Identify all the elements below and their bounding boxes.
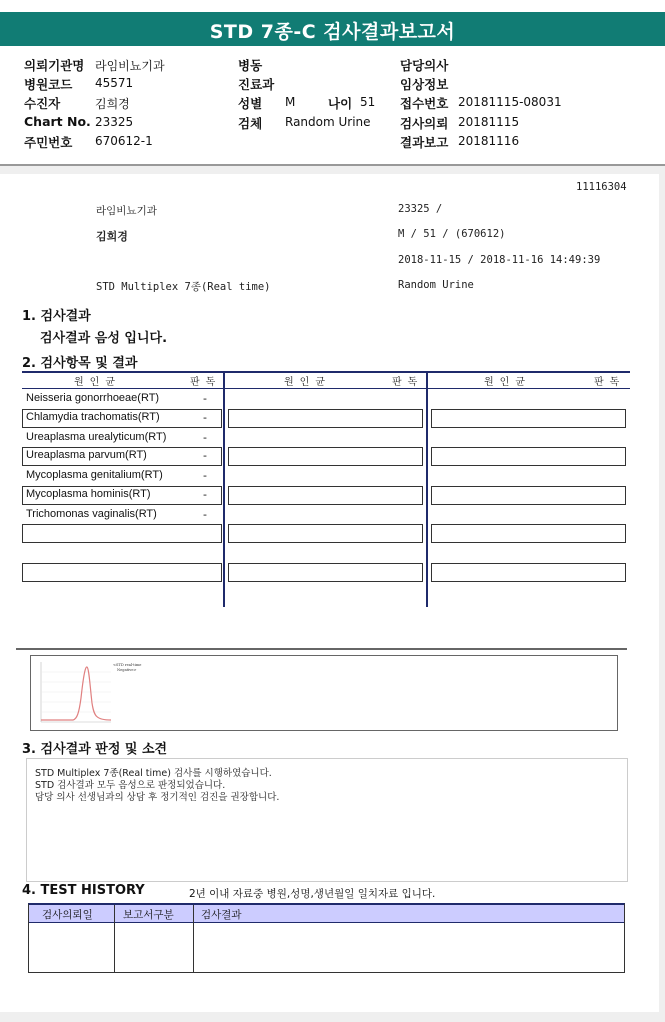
- hospital-value: 라임비뇨기과: [95, 59, 165, 73]
- history-col-date: 검사의뢰일: [42, 909, 93, 921]
- chart-label: Chart No.: [24, 114, 91, 129]
- receipt-value: 20181115-08031: [458, 95, 562, 109]
- result-row-name: Ureaplasma parvum(RT): [26, 449, 147, 461]
- col-header-judgement: 판 독: [594, 377, 620, 388]
- page-separator: [0, 166, 665, 174]
- empty-row-box: [228, 409, 423, 428]
- patient-label: 수진자: [24, 96, 61, 111]
- empty-row-box: [228, 447, 423, 466]
- table-col-separator: [426, 371, 428, 607]
- section-divider: [16, 648, 627, 650]
- info-test-name: STD Multiplex 7종(Real time): [96, 281, 271, 293]
- sex-value: M: [285, 95, 296, 109]
- info-sex-age: M / 51 / (670612): [398, 228, 506, 240]
- col-header-judgement: 판 독: [392, 377, 418, 388]
- info-dates: 2018-11-15 / 2018-11-16 14:49:39: [398, 254, 601, 266]
- patient-value: 김희경: [95, 97, 130, 111]
- graph-legend-1: <STD real-time: [113, 663, 142, 667]
- empty-row-box: [22, 524, 222, 543]
- empty-row-box: [228, 486, 423, 505]
- table-header-rule: [22, 388, 630, 389]
- col-header-judgement: 판 독: [190, 377, 216, 388]
- result-row-value: -: [203, 431, 207, 444]
- history-col-separator: [193, 905, 194, 973]
- report-value: 20181116: [458, 134, 520, 148]
- page-edge-right: [659, 166, 665, 1022]
- sex-label: 성별: [238, 96, 263, 111]
- result-row-value: -: [203, 449, 207, 462]
- section-2-title: 2. 검사항목 및 결과: [22, 356, 138, 371]
- result-row-value: -: [203, 508, 207, 521]
- opinion-line: STD 검사결과 모두 음성으로 판정되었습니다.: [35, 780, 226, 791]
- table-col-separator: [223, 371, 225, 607]
- empty-row-box: [431, 409, 626, 428]
- info-code: 11116304: [576, 181, 627, 193]
- history-col-result: 검사결과: [201, 909, 242, 921]
- hospcode-value: 45571: [95, 76, 134, 90]
- amplification-curve: [33, 658, 153, 728]
- empty-row-box: [431, 563, 626, 582]
- history-col-type: 보고서구분: [123, 909, 174, 921]
- col-header-organism: 원 인 균: [484, 377, 526, 388]
- opinion-line: STD Multiplex 7종(Real time) 검사를 시행하였습니다.: [35, 768, 272, 779]
- report-title-bar: [0, 12, 665, 46]
- report-label: 결과보고: [400, 135, 449, 150]
- result-row-name: Trichomonas vaginalis(RT): [26, 508, 157, 520]
- clinical-label: 임상정보: [400, 77, 449, 92]
- result-row-value: -: [203, 488, 207, 501]
- opinion-line: 담당 의사 선생님과의 상담 후 정기적인 검진을 권장합니다.: [35, 792, 280, 803]
- specimen-value: Random Urine: [285, 115, 371, 129]
- opinion-box: [26, 758, 628, 882]
- history-col-separator: [114, 905, 115, 973]
- result-row-name: Mycoplasma hominis(RT): [26, 488, 151, 500]
- result-row-name: Neisseria gonorrhoeae(RT): [26, 392, 160, 404]
- report-title: STD 7종-C 검사결과보고서: [209, 21, 456, 43]
- page-edge-bottom: [0, 1012, 665, 1022]
- empty-row-box: [228, 524, 423, 543]
- rrn-value: 670612-1: [95, 134, 153, 148]
- age-label: 나이: [328, 96, 353, 111]
- col-header-organism: 원 인 균: [74, 377, 116, 388]
- age-value: 51: [360, 95, 376, 109]
- section-4-title: 4. TEST HISTORY: [22, 883, 145, 898]
- result-row-value: -: [203, 392, 207, 405]
- ward-label: 병동: [238, 58, 263, 73]
- doctor-label: 담당의사: [400, 58, 449, 73]
- empty-row-box: [431, 486, 626, 505]
- hospital-label: 의뢰기관명: [24, 58, 85, 73]
- section-1-title: 1. 검사결과: [22, 309, 91, 324]
- col-header-organism: 원 인 균: [284, 377, 326, 388]
- section-3-title: 3. 검사결과 판정 및 소견: [22, 742, 168, 757]
- info-chart: 23325 /: [398, 203, 443, 215]
- info-hospital: 라임비뇨기과: [96, 205, 157, 217]
- history-note: 2년 이내 자료중 병원,성명,생년월일 일치자료 입니다.: [189, 888, 436, 900]
- empty-row-box: [228, 563, 423, 582]
- info-specimen: Random Urine: [398, 279, 474, 291]
- request-value: 20181115: [458, 115, 520, 129]
- result-row-value: -: [203, 411, 207, 424]
- patient-header: [0, 50, 665, 166]
- result-row-value: -: [203, 469, 207, 482]
- info-patient: 김희경: [96, 230, 128, 243]
- results-table: [22, 371, 630, 607]
- chart-value: 23325: [95, 115, 134, 129]
- empty-row-box: [431, 524, 626, 543]
- empty-row-box: [431, 447, 626, 466]
- receipt-label: 접수번호: [400, 96, 449, 111]
- request-label: 검사의뢰: [400, 116, 449, 131]
- graph-legend-2: Negative>: [117, 668, 137, 672]
- history-table: [28, 903, 625, 973]
- result-row-name: Chlamydia trachomatis(RT): [26, 411, 160, 423]
- section-1-result: 검사결과 음성 입니다.: [40, 331, 168, 346]
- specimen-label: 검체: [238, 116, 263, 131]
- hospcode-label: 병원코드: [24, 77, 73, 92]
- empty-row-box: [22, 563, 222, 582]
- result-row-name: Ureaplasma urealyticum(RT): [26, 431, 167, 443]
- rrn-label: 주민번호: [24, 135, 73, 150]
- history-header-row: [29, 905, 624, 923]
- result-row-name: Mycoplasma genitalium(RT): [26, 469, 163, 481]
- amplification-graph: [30, 655, 618, 731]
- dept-label: 진료과: [238, 77, 275, 92]
